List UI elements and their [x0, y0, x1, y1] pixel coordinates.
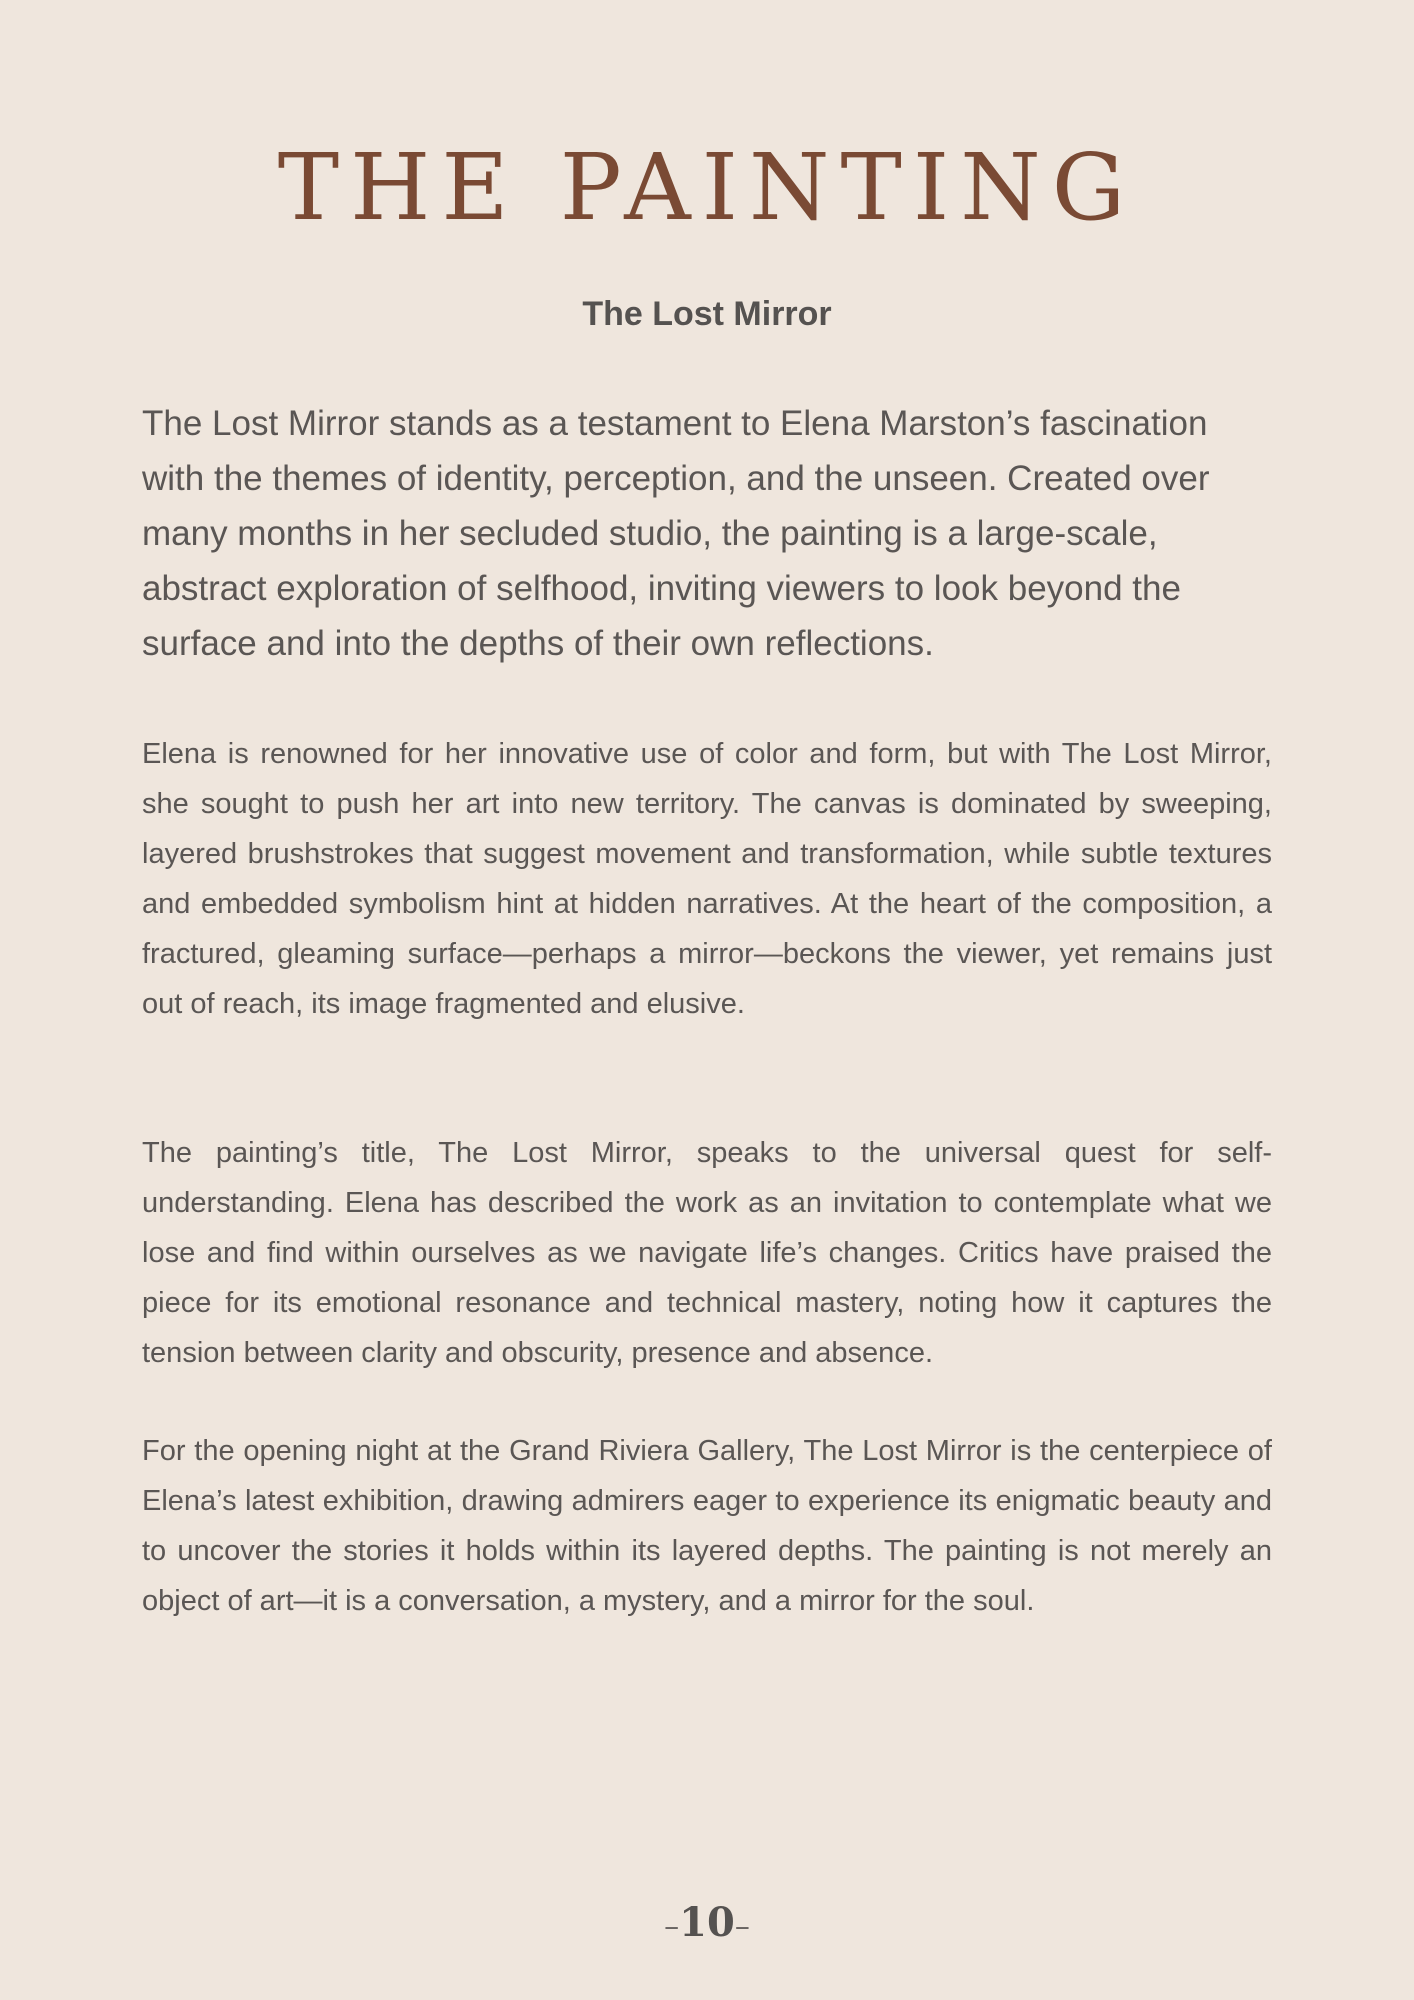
- body-paragraph-3: For the opening night at the Grand Riviera Gallery, The Lost Mirror is the centerpiece of Elena’s latest exhibition, drawing admirers eager to experience its enigmatic beauty and to uncover the stories it holds within its layered depths. The painting is not merely an object of art—it is a conversation, a mystery, and a mirror for the soul.: [142, 1435, 1272, 1617]
- page-subtitle: The Lost Mirror: [582, 295, 832, 333]
- page-title: THE PAINTING: [277, 134, 1137, 241]
- page-number: [0, 1898, 1414, 1952]
- lead-paragraph: The Lost Mirror stands as a testament to Elena Marston’s fascination with the themes of identity, perception, and the unseen. Created over many months in her secluded studio, the painting is a large-scale, abstract exploration of selfhood, inviting viewers to look beyond the surface and into the depths of their own reflections.: [142, 404, 1210, 663]
- page-number-value: 10: [679, 1899, 735, 1946]
- body-paragraph-1: Elena is renowned for her innovative use of color and form, but with The Lost Mirror, she sought to push her art into new territory. The canvas is dominated by sweeping, layered brushstrokes that suggest movement and transformation, while subtle textures and embedded symbolism hint at hidden narratives. At the heart of the composition, a fractured, gleaming surface—perhaps a mirror—beckons the viewer, yet remains just out of reach, its image fragmented and elusive.: [142, 738, 1272, 1020]
- page-number-dash-left: –: [664, 1909, 680, 1944]
- body-paragraph-2: The painting’s title, The Lost Mirror, speaks to the universal quest for self-understanding. Elena has described the work as an invitation to contemplate what we lose and find within ourselves as we navigate life’s changes. Critics have praised the piece for its emotional resonance and technical mastery, noting how it captures the tension between clarity and obscurity, presence and absence.: [142, 1137, 1272, 1369]
- page-number-dash-right: –: [734, 1909, 750, 1944]
